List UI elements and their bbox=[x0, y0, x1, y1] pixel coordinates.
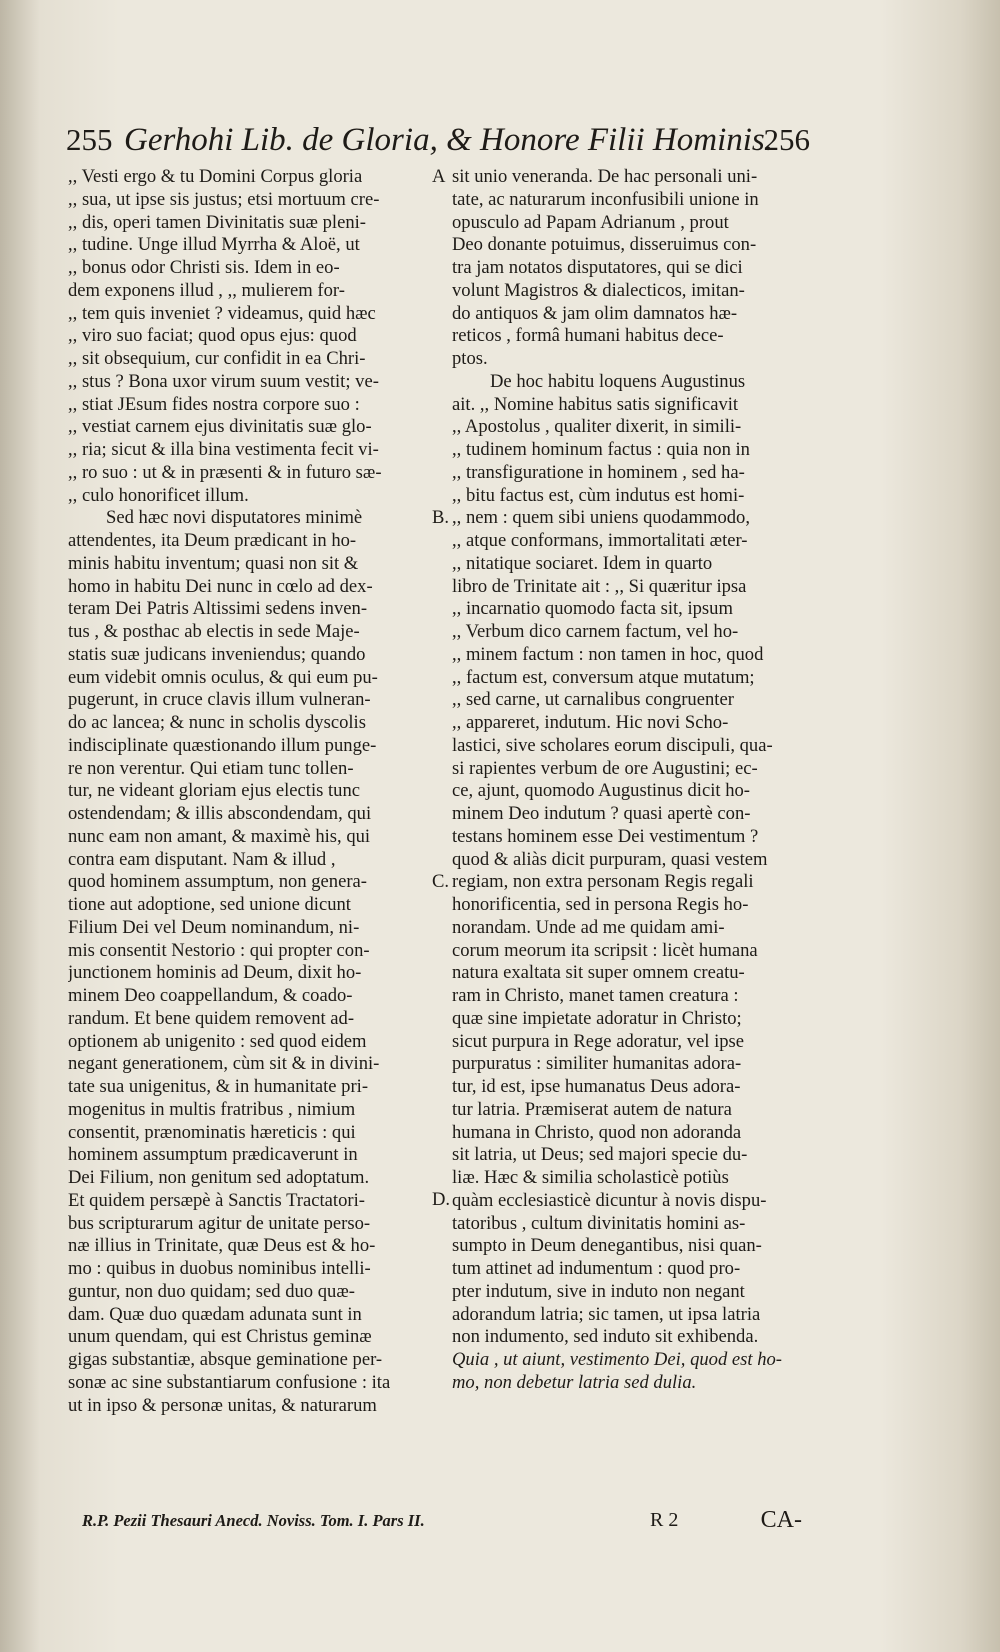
text-line: ,, ria; sicut & illa bina vestimenta fecit vi- bbox=[68, 439, 379, 460]
text-line: regiam, non extra personam Regis regali bbox=[452, 871, 754, 893]
text-line: quod hominem assumptum, non genera- bbox=[68, 871, 367, 893]
text-line: ,, appareret, indutum. Hic novi Scho- bbox=[452, 712, 729, 733]
text-line: ,, sit obsequium, cur confidit in ea Chri- bbox=[68, 348, 366, 369]
text-line: indisciplinate quæstionando illum punge- bbox=[68, 734, 377, 756]
text-line: ,, dis, operi tamen Divinitatis suæ pleni- bbox=[68, 211, 366, 233]
text-line: mo : quibus in duobus nominibus intelli- bbox=[68, 1258, 371, 1279]
text-line: volunt Magistros & dialecticos, imitan- bbox=[452, 279, 745, 301]
text-line: optionem ab unigenito : sed quod eidem bbox=[68, 1030, 367, 1052]
text-line: hominem assumptum prædicaverunt in bbox=[68, 1144, 358, 1166]
text-line: eum videbit omnis oculus, & qui eum pu- bbox=[68, 666, 378, 688]
signature-line: R.P. Pezii Thesauri Anecd. Noviss. Tom. I. Pars II. bbox=[82, 1511, 425, 1530]
text-line: do ac lancea; & nunc in scholis dyscolis bbox=[68, 712, 366, 733]
text-line: purpuratus : similiter humanitas adora- bbox=[452, 1053, 742, 1075]
text-line: Sed hæc novi disputatores minimè bbox=[106, 507, 363, 529]
text-line: pugerunt, in cruce clavis illum vulneran- bbox=[68, 689, 371, 711]
text-line: tatoribus , cultum divinitatis homini as- bbox=[452, 1212, 746, 1234]
catchword: CA- bbox=[760, 1507, 802, 1533]
text-line: ,, tudine. Unge illud Myrrha & Aloë, ut bbox=[68, 234, 360, 256]
text-line: minem Deo indutum ? quasi apertè con- bbox=[452, 803, 751, 824]
text-line: tra jam notatos disputatores, qui se dici bbox=[452, 257, 743, 278]
text-column-left bbox=[68, 166, 438, 1417]
text-line: sumpto in Deum denegantibus, nisi quan- bbox=[452, 1235, 762, 1257]
text-line: tione aut adoptione, sed unione dicunt bbox=[68, 894, 351, 915]
text-line: mis consentit Nestorio : qui propter con- bbox=[68, 939, 370, 961]
text-line: corum meorum ita scripsit : licèt humana bbox=[452, 939, 758, 961]
text-line: ram in Christo, manet tamen creatura : bbox=[452, 985, 739, 1006]
text-line: Et quidem persæpè à Sanctis Tractatori- bbox=[68, 1189, 365, 1211]
text-line: tur latria. Præmiserat autem de natura bbox=[452, 1098, 732, 1120]
text-line: ,, transfiguratione in hominem , sed ha- bbox=[452, 461, 745, 483]
text-line: lastici, sive scholares eorum discipuli, qua- bbox=[452, 734, 773, 756]
text-line: junctionem hominis ad Deum, dixit ho- bbox=[68, 962, 362, 984]
text-line: randum. Et bene quidem removent ad- bbox=[68, 1007, 355, 1029]
text-line: adorandum latria; sic tamen, ut ipsa latria bbox=[452, 1303, 761, 1325]
text-line: ,, factum est, conversum atque mutatum; bbox=[452, 666, 755, 688]
text-line: bus scripturarum agitur de unitate perso- bbox=[68, 1212, 371, 1234]
text-line: ,, tudinem hominum factus : quia non in bbox=[452, 439, 750, 460]
text-line: unum quendam, qui est Christus geminæ bbox=[68, 1326, 372, 1348]
text-line: testans hominem esse Dei vestimentum ? bbox=[452, 825, 759, 847]
text-line: ,, stiat JEsum fides nostra corpore suo : bbox=[68, 393, 360, 415]
text-line: ,, bitu factus est, cùm indutus est homi- bbox=[452, 484, 745, 506]
text-line: Quia , ut aiunt, vestimento Dei, quod est ho- bbox=[452, 1349, 782, 1370]
page-number-right: 256 bbox=[763, 122, 810, 157]
text-column-right bbox=[452, 166, 822, 1395]
text-line: ,, bonus odor Christi sis. Idem in eo- bbox=[68, 257, 340, 278]
section-marker-a: A bbox=[432, 166, 446, 187]
text-line: ,, viro suo faciat; quod opus ejus: quod bbox=[68, 325, 357, 347]
running-header bbox=[66, 118, 810, 162]
text-line: reticos , formâ humani habitus dece- bbox=[452, 325, 724, 347]
text-line: tate, ac naturarum inconfusibili unione in bbox=[452, 188, 759, 210]
text-line: dam. Quæ duo quædam adunata sunt in bbox=[68, 1303, 362, 1325]
text-line: non indumento, sed induto sit exhibenda. bbox=[452, 1326, 759, 1348]
text-line: quæ sine impietate adoratur in Christo; bbox=[452, 1007, 742, 1029]
text-line: sit unio veneranda. De hac personali uni- bbox=[452, 166, 758, 187]
text-line: negant generationem, cùm sit & in divini- bbox=[68, 1053, 380, 1075]
text-line: ait. ,, Nomine habitus satis significavit bbox=[452, 393, 739, 415]
text-line: sit latria, ut Deus; sed majori specie du- bbox=[452, 1144, 748, 1166]
text-line: tur, id est, ipse humanatus Deus adora- bbox=[452, 1076, 741, 1097]
text-line: homo in habitu Dei nunc in cœlo ad dex- bbox=[68, 575, 373, 597]
text-line: tate sua unigenitus, & in humanitate pri- bbox=[68, 1076, 369, 1097]
page-footer bbox=[82, 1507, 802, 1537]
text-line: tus , & posthac ab electis in sede Maje- bbox=[68, 621, 360, 642]
text-line: ,, tem quis inveniet ? videamus, quid hæc bbox=[68, 302, 376, 324]
text-line: ,, Vesti ergo & tu Domini Corpus gloria bbox=[68, 166, 363, 187]
text-line: honorificentia, sed in persona Regis ho- bbox=[452, 894, 749, 915]
text-line: næ illius in Trinitate, quæ Deus est & ho- bbox=[68, 1235, 376, 1257]
text-line: humana in Christo, quod non adoranda bbox=[452, 1121, 742, 1143]
section-marker-d: D. bbox=[432, 1189, 451, 1210]
gathering-mark: R 2 bbox=[650, 1509, 679, 1531]
text-line: Filium Dei vel Deum nominandum, ni- bbox=[68, 916, 360, 938]
running-title: Gerhohi Lib. de Gloria, & Honore Filii Hominis. bbox=[124, 122, 774, 158]
text-line: opusculo ad Papam Adrianum , prout bbox=[452, 211, 729, 233]
text-line: ,, vestiat carnem ejus divinitatis suæ glo- bbox=[68, 416, 372, 438]
text-line: mogenitus in multis fratribus , nimium bbox=[68, 1098, 356, 1120]
text-line: ostendendam; & illis abscondendam, qui bbox=[68, 803, 372, 824]
text-line: nunc eam non amant, & maximè his, qui bbox=[68, 825, 371, 847]
text-line: ,, sed carne, ut carnalibus congruenter bbox=[452, 689, 734, 711]
text-line: contra eam disputant. Nam & illud , bbox=[68, 848, 336, 870]
text-line: ,, Apostolus , qualiter dixerit, in simili- bbox=[452, 416, 742, 438]
text-line: teram Dei Patris Altissimi sedens inven- bbox=[68, 598, 368, 620]
text-line: minem Deo coappellandum, & coado- bbox=[68, 985, 353, 1006]
text-line: ,, incarnatio quomodo facta sit, ipsum bbox=[452, 598, 733, 620]
text-line: libro de Trinitate ait : ,, Si quæritur ipsa bbox=[452, 575, 747, 597]
text-line: quod & aliàs dicit purpuram, quasi vestem bbox=[452, 848, 768, 870]
text-line: ,, sua, ut ipse sis justus; etsi mortuum cre- bbox=[68, 188, 380, 210]
text-line: Dei Filium, non genitum sed adoptatum. bbox=[68, 1167, 370, 1188]
text-line: ,, minem factum : non tamen in hoc, quod bbox=[452, 643, 764, 665]
text-line: ce, ajunt, quomodo Augustinus dicit ho- bbox=[452, 780, 750, 802]
text-line: gigas substantiæ, absque geminatione per- bbox=[68, 1349, 383, 1370]
text-line: do antiquos & jam olim damnatos hæ- bbox=[452, 302, 738, 324]
text-line: ,, ro suo : ut & in præsenti & in futuro sæ- bbox=[68, 461, 382, 483]
page-number-left: 255 bbox=[66, 122, 113, 157]
text-line: attendentes, ita Deum prædicant in ho- bbox=[68, 530, 357, 551]
text-line: guntur, non duo quidam; sed duo quæ- bbox=[68, 1280, 355, 1302]
text-line: sicut purpura in Rege adoratur, vel ipse bbox=[452, 1030, 745, 1052]
text-line: re non verentur. Qui etiam tunc tollen- bbox=[68, 757, 354, 779]
text-line: tur, ne videant gloriam ejus electis tunc bbox=[68, 780, 361, 802]
text-line: ptos. bbox=[452, 348, 488, 369]
text-line: consentit, prænominatis hæreticis : qui bbox=[68, 1121, 356, 1143]
text-line: minis habitu inventum; quasi non sit & bbox=[68, 552, 359, 574]
text-line: dem exponens illud , ,, mulierem for- bbox=[68, 279, 345, 301]
text-line: ,, culo honorificet illum. bbox=[68, 484, 249, 506]
text-line: De hoc habitu loquens Augustinus bbox=[490, 370, 746, 392]
text-line: Deo donante potuimus, disseruimus con- bbox=[452, 234, 757, 256]
text-line: tum attinet ad indumentum : quod pro- bbox=[452, 1258, 741, 1279]
text-line: statis suæ judicans inveniendus; quando bbox=[68, 643, 366, 665]
section-marker-c: C. bbox=[432, 871, 450, 892]
text-line: ,, nitatique sociaret. Idem in quarto bbox=[452, 552, 713, 574]
text-line: quàm ecclesiasticè dicuntur à novis dispu- bbox=[452, 1189, 767, 1211]
text-line: sonæ ac sine substantiarum confusione : ita bbox=[68, 1371, 391, 1393]
text-line: mo, non debetur latria sed dulia. bbox=[452, 1371, 697, 1393]
text-line: ,, Verbum dico carnem factum, vel ho- bbox=[452, 621, 739, 642]
text-line: liæ. Hæc & similia scholasticè potiùs bbox=[452, 1167, 729, 1188]
text-line: si rapientes verbum de ore Augustini; ec- bbox=[452, 757, 758, 779]
text-line: ,, nem : quem sibi uniens quodammodo, bbox=[452, 507, 750, 529]
text-line: norandam. Unde ad me quidam ami- bbox=[452, 916, 725, 938]
section-marker-b: B. bbox=[432, 507, 450, 528]
text-line: pter indutum, sive in induto non negant bbox=[452, 1280, 745, 1302]
text-line: ,, stus ? Bona uxor virum suum vestit; ve- bbox=[68, 370, 379, 392]
text-line: natura exaltata sit super omnem creatu- bbox=[452, 962, 745, 984]
text-line: ut in ipso & personæ unitas, & naturarum bbox=[68, 1394, 377, 1416]
text-line: ,, atque conformans, immortalitati æter- bbox=[452, 530, 748, 551]
